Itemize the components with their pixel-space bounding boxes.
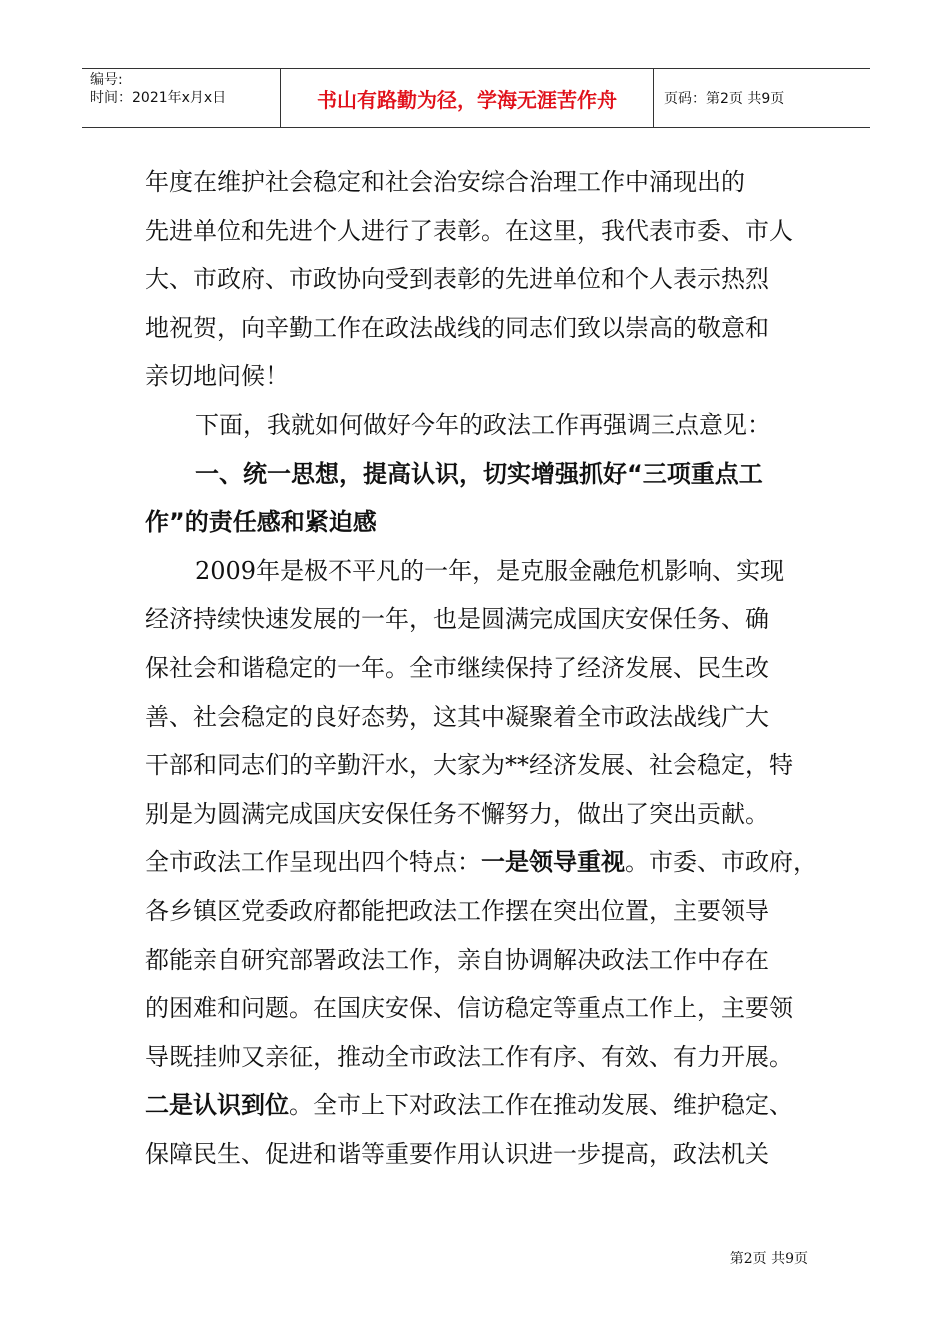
body-line: 年度在维护社会稳定和社会治安综合治理工作中涌现出的 [145,168,745,196]
header-motto: 书山有路勤为径，学海无涯苦作舟 [281,69,654,127]
header-meta [82,69,281,127]
body-line: 各乡镇区党委政府都能把政法工作摆在突出位置，主要领导 [145,896,769,925]
body-line: 干部和同志们的辛勤汗水，大家为**经济发展、社会稳定，特 [145,751,793,780]
page-header [82,68,870,128]
header-page-label: 页码：第2页 共9页 [664,91,785,107]
page-footer: 第2页 共9页 [729,1251,808,1267]
document-body [145,158,817,1178]
bold-point-2: 二是认识到位 [145,1091,289,1120]
body-line: 保障民生、促进和谐等重要作用认识进一步提高，政法机关 [145,1139,769,1168]
body-line: 先进单位和先进个人进行了表彰。在这里，我代表市委、市人 [145,216,793,245]
body-line: 都能亲自研究部署政法工作，亲自协调解决政法工作中存在 [145,945,769,974]
body-line-mixed [145,838,817,887]
section-heading: 一、统一思想，提高认识，切实增强抓好“三项重点工 [195,459,763,488]
body-text: 。市委、市政府， [625,848,817,877]
body-line: 导既挂帅又亲征，推动全市政法工作有序、有效、有力开展。 [145,1042,793,1071]
header-time-label: 时间：2021年x月x日 [90,90,227,106]
body-line: 的困难和问题。在国庆安保、信访稳定等重点工作上，主要领 [145,994,793,1023]
section-heading-cont: 作”的责任感和紧迫感 [145,508,377,537]
body-line: 别是为圆满完成国庆安保任务不懈努力，做出了突出贡献。 [145,799,769,828]
body-line-mixed [145,1081,810,1130]
body-line: 经济持续快速发展的一年，也是圆满完成国庆安保任务、确 [145,605,769,634]
body-line: 善、社会稳定的良好态势，这其中凝聚着全市政法战线广大 [145,702,769,731]
body-line: 亲切地问候！ [145,362,289,391]
bold-point-1: 一是领导重视 [481,848,625,877]
body-line: 2009年是极不平凡的一年，是克服金融危机影响、实现 [195,556,785,585]
body-text: 全市政法工作呈现出四个特点： [145,848,481,877]
body-text: 。全市上下对政法工作在推动发展、维护稳定、 [289,1091,793,1120]
body-line: 保社会和谐稳定的一年。全市继续保持了经济发展、民生改 [145,653,769,682]
header-number-label: 编号: [90,72,123,88]
body-line: 下面，我就如何做好今年的政法工作再强调三点意见： [195,410,771,439]
body-line: 大、市政府、市政协向受到表彰的先进单位和个人表示热烈 [145,265,769,294]
body-line: 地祝贺，向辛勤工作在政法战线的同志们致以崇高的敬意和 [145,313,769,342]
